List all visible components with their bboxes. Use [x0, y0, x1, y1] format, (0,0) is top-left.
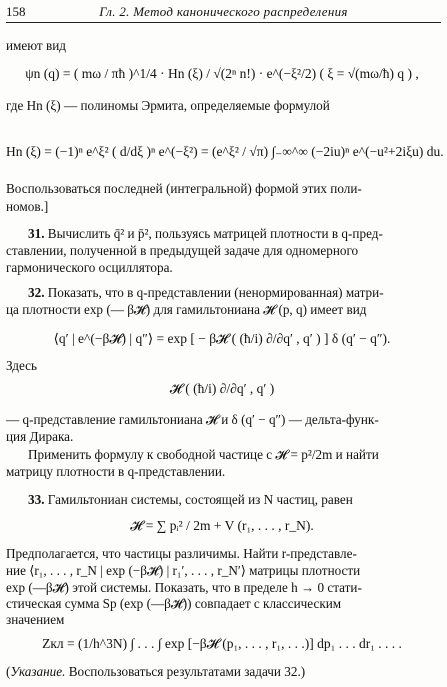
- text-line: Предполагается, что частицы различимы. Найти r-представле-: [6, 546, 357, 561]
- note-label: Указание.: [10, 664, 66, 679]
- text-line: ца плотности exp (— β𝓗) для гамильтониана 𝓗 (p, q) имеет вид: [6, 302, 367, 317]
- text-line: где Hn (ξ) — полиномы Эрмита, определяемые формулой: [6, 98, 330, 113]
- running-title: Гл. 2. Метод канонического распределения: [99, 4, 348, 19]
- problem-31: [6, 226, 438, 242]
- problem-text: Показать, что в q-представлении (ненормированная) матри-: [47, 285, 384, 300]
- text-line: — q-представление гамильтониана 𝓗 и δ (q′ − q″) — дельта-функ-: [6, 412, 379, 427]
- page-number: 158: [6, 4, 26, 19]
- text-line: Здесь: [6, 358, 38, 373]
- equation-hermite: Hn (ξ) = (−1)ⁿ e^ξ² ( d/dξ )ⁿ e^(−ξ²) = (e^ξ² / √π) ∫₋∞^∞ (−2iu)ⁿ e^(−u²+2iξu) du.: [6, 144, 444, 159]
- note-text: Воспользоваться результатами задачи 32.): [68, 664, 306, 679]
- text-line: номов.]: [6, 199, 49, 214]
- equation-32: ⟨q′ | e^(−β𝓗) | q″⟩ = exp [ − β𝓗 ( (ħ/i) ∂/∂q′ , q′ ) ] δ (q′ − q″).: [53, 331, 391, 346]
- problem-32: [6, 285, 438, 301]
- text-line: матрицу плотности в q-представлении.: [6, 464, 226, 479]
- text-line: ние ⟨r₁, . . . , r_N | exp (−β𝓗) | r₁′, . . . , r_N′⟩ матрицы плотности: [6, 563, 361, 578]
- text-line: exp (—β𝓗) этой системы. Показать, что в пределе h → 0 стати-: [6, 580, 362, 595]
- equation-psi: ψn (q) = ( mω / πħ )^1/4 · Hn (ξ) / √(2ⁿ n!) · e^(−ξ²/2) ( ξ = √(mω/ħ) q ) ,: [25, 66, 419, 81]
- note: (Указание. Воспользоваться результатами задачи 32.): [6, 664, 306, 679]
- text-line: значением: [6, 612, 65, 627]
- page-header: [6, 4, 441, 23]
- text-line: гармонического осциллятора.: [6, 260, 173, 275]
- text-line: Воспользоваться последней (интегральной) формой этих поли-: [6, 181, 362, 196]
- problem-number: 32.: [28, 285, 45, 300]
- equation-hamiltonian-operator: 𝓗 ( (ħ/i) ∂/∂q′ , q′ ): [169, 381, 275, 396]
- problem-number: 31.: [28, 226, 45, 241]
- text-line: ция Дирака.: [6, 429, 74, 444]
- text-line: Применить формулу к свободной частице с 𝓗 = p²/2m и найти: [28, 447, 379, 462]
- text-line: имеют вид: [6, 38, 66, 53]
- text-line: ставлении, полученной в предыдущей задаче для одномерного: [6, 243, 359, 258]
- equation-zkl: Zкл = (1/h^3N) ∫ . . . ∫ exp [−β𝓗 (p₁, . . . , r₁, . . .)] dp₁ . . . dr₁ . . . .: [42, 636, 402, 651]
- problem-number: 33.: [28, 492, 45, 507]
- problem-text: Вычислить q̄² и p̄², пользуясь матрицей плотности в q-пред-: [47, 226, 383, 241]
- problem-33: [6, 492, 438, 508]
- problem-text: Гамильтониан системы, состоящей из N частиц, равен: [47, 492, 353, 507]
- text-line: стическая сумма Sp (exp (—β𝓗)) совпадает с классическим: [6, 596, 342, 611]
- equation-33: 𝓗 = ∑ pᵢ² / 2m + V (r₁, . . . , r_N).: [130, 518, 314, 533]
